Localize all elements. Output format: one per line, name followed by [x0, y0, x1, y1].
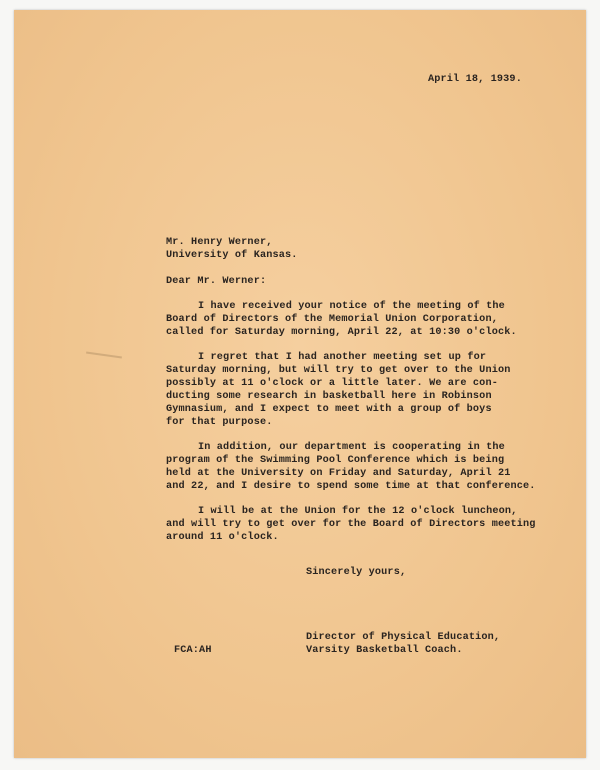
- letter-page: [14, 10, 586, 758]
- signature-title-line-1: Director of Physical Education,: [306, 632, 501, 643]
- paragraph-3-line-2: program of the Swimming Pool Conference which is being: [166, 455, 505, 466]
- paragraph-2-line-6: for that purpose.: [166, 417, 273, 428]
- paragraph-1-line-2: Board of Directors of the Memorial Union Corporation,: [166, 314, 498, 325]
- paragraph-2-line-3: possibly at 11 o'clock or a little later. We are con-: [166, 378, 498, 389]
- salutation: Dear Mr. Werner:: [166, 276, 267, 287]
- paragraph-3-line-4: and 22, and I desire to spend some time at that conference.: [166, 481, 536, 492]
- typist-initials: FCA:AH: [174, 645, 212, 656]
- paragraph-4-line-1: I will be at the Union for the 12 o'clock luncheon,: [198, 506, 518, 517]
- paragraph-2-line-2: Saturday morning, but will try to get over to the Union: [166, 365, 511, 376]
- recipient-institution: University of Kansas.: [166, 250, 298, 261]
- paragraph-2-line-5: Gymnasium, and I expect to meet with a group of boys: [166, 404, 492, 415]
- paragraph-2-line-4: ducting some research in basketball here in Robinson: [166, 391, 492, 402]
- paragraph-4-line-2: and will try to get over for the Board of Directors meeting: [166, 519, 536, 530]
- closing: Sincerely yours,: [306, 567, 407, 578]
- paragraph-3-line-1: In addition, our department is cooperating in the: [198, 442, 505, 453]
- letter-date: April 18, 1939.: [428, 74, 522, 85]
- signature-title-line-2: Varsity Basketball Coach.: [306, 645, 463, 656]
- paragraph-1-line-1: I have received your notice of the meeting of the: [198, 301, 505, 312]
- paragraph-4-line-3: around 11 o'clock.: [166, 532, 279, 543]
- recipient-name: Mr. Henry Werner,: [166, 237, 273, 248]
- paragraph-1-line-3: called for Saturday morning, April 22, at 10:30 o'clock.: [166, 327, 517, 338]
- paper-smudge: [86, 352, 122, 359]
- paragraph-2-line-1: I regret that I had another meeting set up for: [198, 352, 487, 363]
- paragraph-3-line-3: held at the University on Friday and Saturday, April 21: [166, 468, 511, 479]
